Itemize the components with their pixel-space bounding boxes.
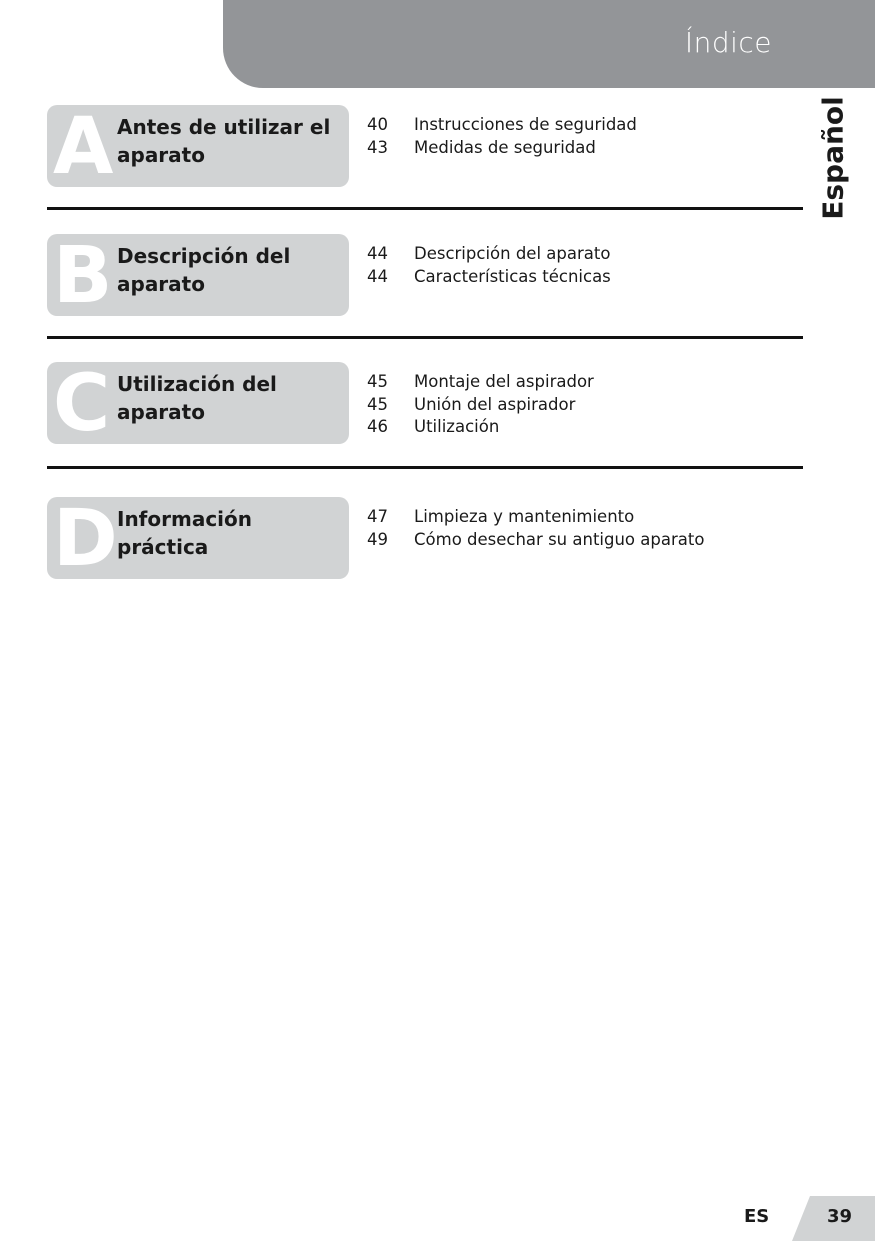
entry-title: Descripción del aparato	[414, 244, 611, 263]
section-entries	[367, 506, 704, 551]
section-letter: C	[53, 362, 111, 444]
entry-title: Unión del aspirador	[414, 394, 576, 414]
entry-page-number: 44	[367, 266, 388, 286]
entry-title: Limpieza y mantenimiento	[414, 507, 635, 526]
entry-title: Cómo desechar su antiguo aparato	[414, 529, 705, 549]
section-divider	[47, 466, 803, 469]
section-header-box	[47, 234, 349, 316]
footer-page-number: 39	[827, 1206, 853, 1227]
entry-page-number: 43	[367, 137, 388, 157]
entry-page-number: 49	[367, 529, 388, 549]
entry-page-number: 45	[367, 372, 388, 391]
entry-page-number: 46	[367, 417, 388, 436]
entry-title: Características técnicas	[414, 266, 611, 286]
section-title: Información práctica	[117, 507, 253, 559]
entry-title: Instrucciones de seguridad	[414, 115, 637, 134]
toc-entry[interactable]	[367, 371, 594, 394]
section-entries	[367, 371, 594, 439]
section-letter: B	[53, 234, 113, 316]
footer-language-code: ES	[744, 1206, 770, 1227]
section-header-box	[47, 105, 349, 187]
section-header-box	[47, 362, 349, 444]
section-letter: D	[53, 497, 118, 579]
section-title: Descripción del aparato	[117, 244, 291, 296]
toc-entry[interactable]	[367, 394, 594, 417]
section-divider	[47, 336, 803, 339]
language-tab	[798, 96, 868, 220]
toc-entry[interactable]	[367, 114, 637, 137]
section-entries	[367, 114, 637, 159]
entry-title: Montaje del aspirador	[414, 372, 594, 391]
section-letter: A	[53, 105, 114, 187]
toc-entry[interactable]	[367, 243, 611, 266]
entry-page-number: 40	[367, 115, 388, 134]
section-entries	[367, 243, 611, 288]
header-band	[223, 0, 875, 88]
toc-entry[interactable]	[367, 266, 611, 289]
toc-entry[interactable]	[367, 529, 704, 552]
toc-entry[interactable]	[367, 416, 594, 439]
entry-page-number: 47	[367, 507, 388, 526]
language-label: Español	[816, 96, 850, 220]
entry-title: Medidas de seguridad	[414, 137, 596, 157]
entry-page-number: 45	[367, 394, 388, 414]
toc-entry[interactable]	[367, 137, 637, 160]
section-header-box	[47, 497, 349, 579]
entry-title: Utilización	[414, 417, 500, 436]
section-title: Utilización del aparato	[117, 372, 277, 424]
page-title: Índice	[684, 26, 772, 59]
section-title: Antes de utilizar el aparato	[117, 115, 331, 167]
entry-page-number: 44	[367, 244, 388, 263]
section-divider	[47, 207, 803, 210]
toc-entry[interactable]	[367, 506, 704, 529]
